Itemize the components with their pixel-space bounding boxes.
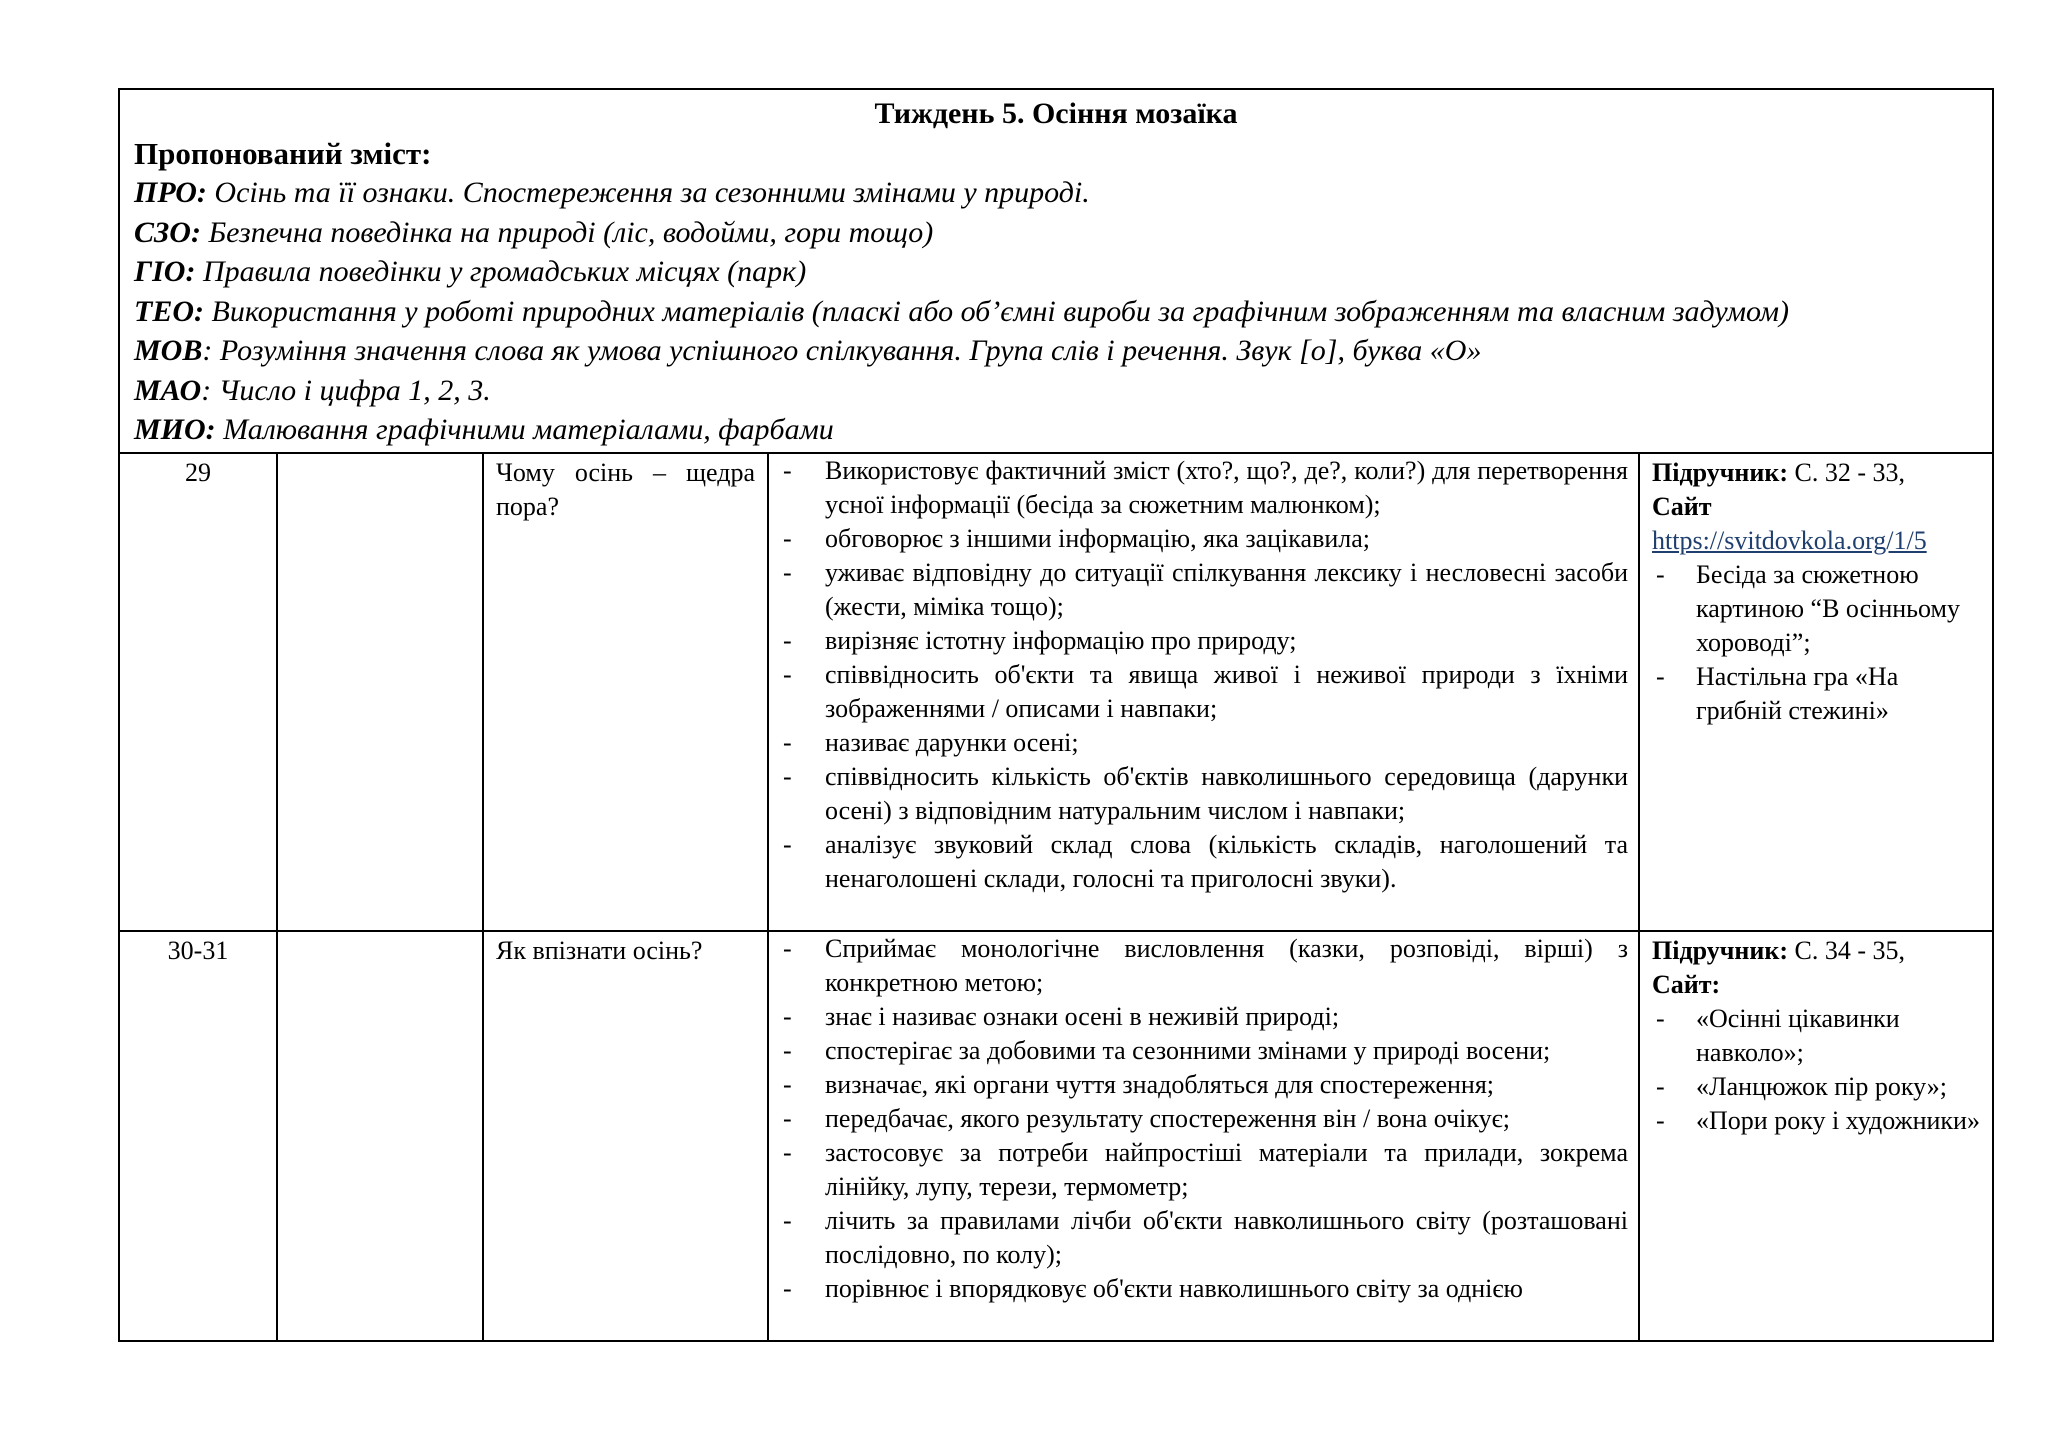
area-line-mov [134, 331, 1978, 371]
lesson-date-cell [277, 931, 483, 1341]
outcome-item: - Використовує фактичний зміст (хто?, що?, де?, коли?) для перетворення усної інформації (бесіда за сюжетним малюнком); [769, 454, 1628, 522]
outcomes-cell [768, 931, 1639, 1341]
textbook-pages: С. 32 - 33, [1787, 457, 1905, 487]
outcomes-cell [768, 453, 1639, 931]
outcome-item: - порівнює і впорядковує об'єкти навколишнього світу за однією [769, 1272, 1628, 1306]
outcome-item: - обговорює з іншими інформацію, яка зацікавила; [769, 522, 1628, 556]
outcome-item: - уживає відповідну до ситуації спілкування лексику і несловесні засоби (жести, міміка тощо); [769, 556, 1628, 624]
outcome-item: - аналізує звуковий склад слова (кількість складів, наголошений та ненаголошені склади, голосні та приголосні звуки). [769, 828, 1628, 896]
area-line-gio [134, 252, 1978, 292]
lesson-number: 30-31 [119, 931, 277, 1341]
lesson-number: 29 [119, 453, 277, 931]
area-line-szo [134, 213, 1978, 253]
outcome-item: - застосовує за потреби найпростіші матеріали та прилади, зокрема лінійку, лупу, терези, термометр; [769, 1136, 1628, 1204]
area-line-pro [134, 173, 1978, 213]
outcome-item: - Сприймає монологічне висловлення (казки, розповіді, вірші) з конкретною метою; [769, 932, 1628, 1000]
outcomes-list [769, 932, 1638, 1306]
area-text: Осінь та її ознаки. Спостереження за сезонними змінами у природі. [206, 176, 1090, 209]
lesson-row [119, 453, 1993, 931]
resource-item: - Бесіда за сюжетною картиною “В осінньому хороводі”; [1652, 558, 1984, 660]
header-row [119, 89, 1993, 453]
outcome-item: - співвідносить об'єкти та явища живої і неживої природи з їхніми зображеннями / описами і навпаки; [769, 658, 1628, 726]
area-text: : Число і цифра 1, 2, 3. [201, 373, 491, 407]
area-text: Використання у роботі природних матеріалів (пласкі або об’ємні вироби за графічним зображенням та власним задумом) [204, 294, 1790, 328]
site-label: Сайт [1652, 491, 1712, 521]
area-code: МАО [134, 373, 202, 407]
outcome-item: - співвідносить кількість об'єктів навколишнього середовища (дарунки осені) з відповідним натуральним числом і навпаки; [769, 760, 1628, 828]
area-code: СЗО: [134, 215, 201, 249]
area-code: МИО: [134, 413, 216, 446]
area-text: Безпечна поведінка на природі (ліс, водойми, гори тощо) [200, 215, 934, 249]
resources-list [1652, 558, 1984, 728]
week-title: Тиждень 5. Осіння мозаїка [874, 97, 1238, 130]
outcome-item: - знає і називає ознаки осені в неживій природі; [769, 1000, 1628, 1034]
outcome-item: - визначає, які органи чуття знадобляться для спостереження; [769, 1068, 1628, 1102]
resources-list [1652, 1002, 1984, 1138]
outcome-item: - вирізняє істотну інформацію про природу; [769, 624, 1628, 658]
lesson-row [119, 931, 1993, 1341]
resources-cell [1639, 453, 1993, 931]
proposed-content-label: Пропонований зміст: [134, 135, 432, 171]
resource-item: - «Осінні цікавинки навколо»; [1652, 1002, 1984, 1070]
textbook-label: Підручник: [1652, 935, 1788, 965]
resource-item: - Настільна гра «На грибній стежині» [1652, 660, 1984, 728]
area-text: : Розуміння значення слова як умова успішного спілкування. Група слів і речення. Звук [о], буква «О» [202, 334, 1482, 367]
area-code: ПРО: [134, 176, 207, 209]
resources-cell [1639, 931, 1993, 1341]
outcomes-list [769, 454, 1638, 896]
outcome-item: - лічить за правилами лічби об'єкти навколишнього світу (розташовані послідовно, по колу); [769, 1204, 1628, 1272]
area-code: ГІО: [134, 255, 196, 288]
lesson-plan-table [118, 88, 1994, 1342]
lesson-topic: Як впізнати осінь? [483, 931, 768, 1341]
area-code: ТЕО: [134, 294, 204, 328]
area-line-mio [134, 410, 1978, 450]
header-cell [119, 89, 1993, 453]
site-label: Сайт: [1652, 969, 1721, 999]
textbook-pages: С. 34 - 35, [1787, 935, 1905, 965]
textbook-line [1652, 456, 1984, 490]
lesson-plan-page [118, 88, 1992, 1342]
area-text: Правила поведінки у громадських місцях (парк) [195, 255, 807, 288]
lesson-topic: Чому осінь – щедра пора? [483, 453, 768, 931]
site-link[interactable]: https://svitdovkola.org/1/5 [1652, 525, 1927, 555]
area-text: Малювання графічними матеріалами, фарбами [215, 413, 834, 446]
resource-item: - «Пори року і художники» [1652, 1104, 1984, 1138]
area-code: МОВ [134, 334, 203, 367]
area-line-teo [134, 292, 1978, 332]
lesson-date-cell [277, 453, 483, 931]
textbook-label: Підручник: [1652, 457, 1788, 487]
outcome-item: - називає дарунки осені; [769, 726, 1628, 760]
outcome-item: - спостерігає за добовими та сезонними змінами у природі восени; [769, 1034, 1628, 1068]
textbook-line [1652, 934, 1984, 968]
outcome-item: - передбачає, якого результату спостереження він / вона очікує; [769, 1102, 1628, 1136]
site-line [1652, 524, 1984, 558]
area-line-mao [134, 371, 1978, 411]
resource-item: - «Ланцюжок пір року»; [1652, 1070, 1984, 1104]
